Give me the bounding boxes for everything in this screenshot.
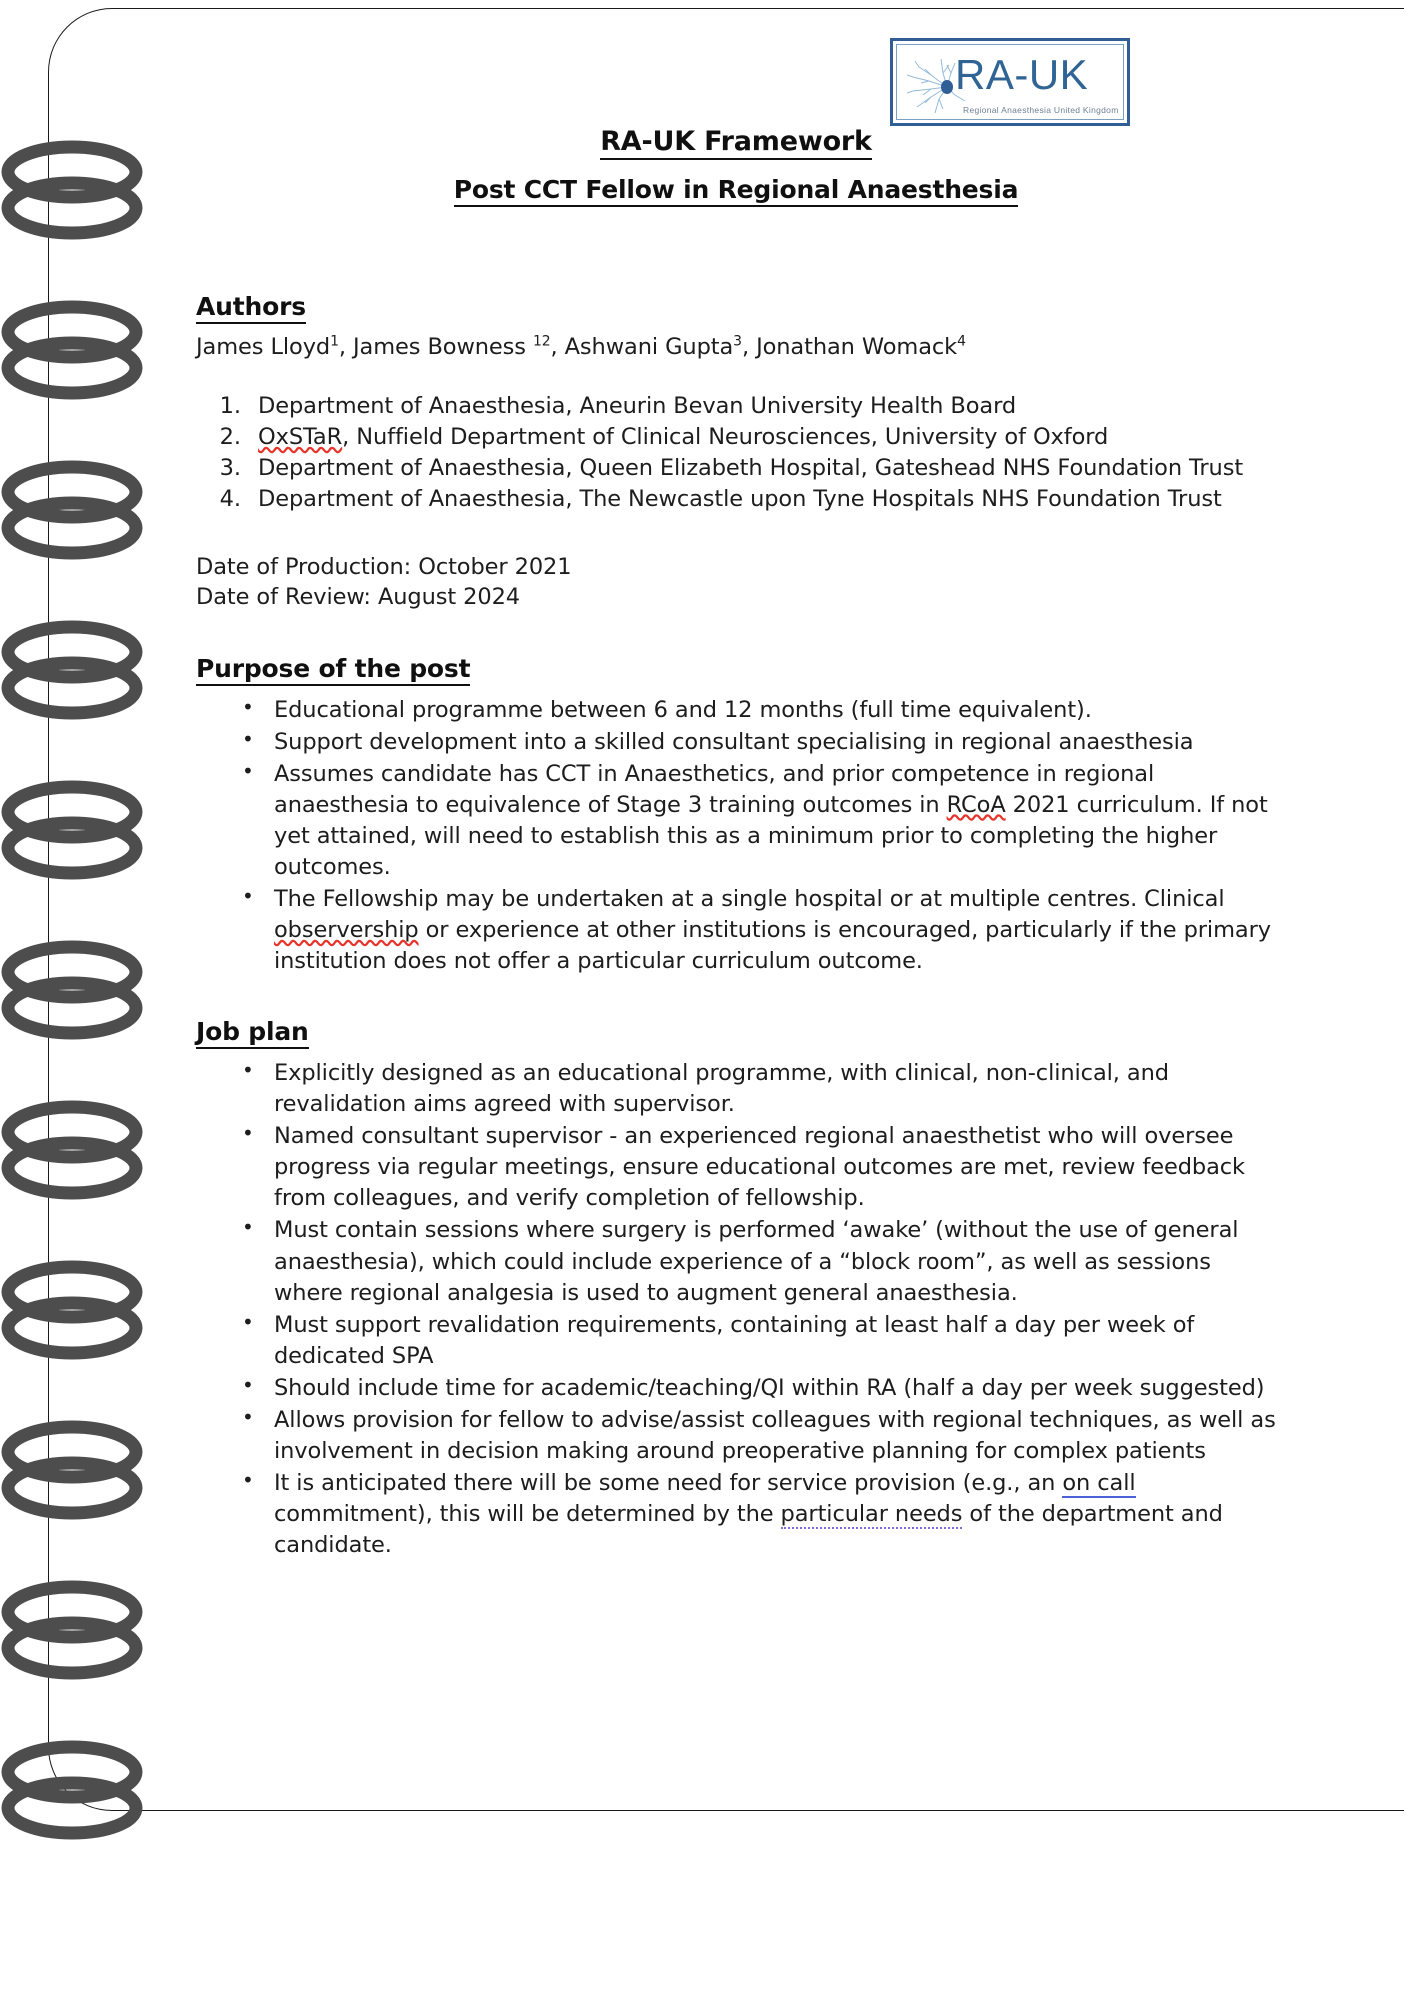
grammar-suggestion-particular-needs: particular needs [780,1500,963,1527]
list-item: • Must support revalidation requirements, containing at least half a day per week of dedicated SPA [272,1310,1276,1372]
list-item: 1. Department of Anaesthesia, Aneurin Bevan University Health Board [248,391,1276,422]
dates-block [196,552,1276,612]
list-item: • Support development into a skilled consultant specialising in regional anaesthesia [272,727,1276,758]
document-content [196,0,1276,1562]
list-item: 4. Department of Anaesthesia, The Newcastle upon Tyne Hospitals NHS Foundation Trust [248,484,1276,515]
author-name-3: Ashwani Gupta [564,334,734,360]
list-item [272,884,1276,977]
job-plan-bullet-list [196,1058,1276,1561]
author-sup-3: 3 [733,333,742,350]
author-sup-4: 4 [957,333,966,350]
date-of-production: Date of Production: October 2021 [196,553,572,580]
purpose-b4-after: or experience at other institutions is encouraged, particularly if the primary institution does not offer a particular curriculum outcome. [274,917,1271,975]
job-b7-middle: commitment), this will be determined by the [274,1500,781,1527]
section-heading-authors: Authors [196,292,1276,321]
purpose-b4-before: The Fellowship may be undertaken at a single hospital or at multiple centres. Clinical [274,886,1225,913]
spellcheck-error: observership [274,917,419,944]
date-of-review: Date of Review: August 2024 [196,583,521,610]
section-heading-job-plan: Job plan [196,1017,1276,1046]
list-item: • Must contain sessions where surgery is performed ‘awake’ (without the use of general anaesthesia), which could include experience of a “block room”, as well as sessions where regional analgesia is used to augment general anaesthesia. [272,1215,1276,1308]
list-item [272,759,1276,883]
list-item: • Allows provision for fellow to advise/assist colleagues with regional techniques, as well as involvement in decision making around preoperative planning for complex patients [272,1405,1276,1467]
job-b7-before: It is anticipated there will be some need for service provision (e.g., an [274,1469,1063,1496]
document-title: RA-UK Framework [196,0,1276,157]
authors-line: James Lloyd$^1$, James Bowness $^{12}$, Ashwani Gupta$^3$, Jonathan Womack$^4$ [196,333,966,360]
list-item: • Educational programme between 6 and 12 months (full time equivalent). [272,695,1276,726]
logo-wordmark: RA-UK [955,51,1089,98]
author-name-4: Jonathan Womack [756,334,958,360]
list-item [272,1468,1276,1561]
list-item: • Explicitly designed as an educational programme, with clinical, non-clinical, and revalidation aims agreed with supervisor. [272,1058,1276,1120]
section-heading-purpose: Purpose of the post [196,654,1276,683]
list-item: 3. Department of Anaesthesia, Queen Elizabeth Hospital, Gateshead NHS Foundation Trust [248,453,1276,484]
author-sup-2: 12 [532,333,551,350]
affiliation-2-rest: , Nuffield Department of Clinical Neurosciences, University of Oxford [342,424,1109,451]
affiliations-list [196,391,1276,515]
list-item [248,422,1276,453]
document-subtitle: Post CCT Fellow in Regional Anaesthesia [196,175,1276,204]
spellcheck-error: RCoA [946,791,1006,818]
job-b7-after: of the department and candidate. [274,1500,1223,1558]
purpose-b3-after: 2021 curriculum. If not yet attained, will need to establish this as a minimum prior to completing the higher outcomes. [274,791,1268,881]
logo-subtitle: Regional Anaesthesia United Kingdom [963,105,1119,115]
list-item: • Should include time for academic/teaching/QI within RA (half a day per week suggested) [272,1373,1276,1404]
purpose-b3-before: Assumes candidate has CCT in Anaesthetics, and prior competence in regional anaesthesia to equivalence of Stage 3 training outcomes in [274,760,1155,818]
author-name-1: James Lloyd [196,334,331,360]
purpose-bullet-list [196,695,1276,977]
list-item: • Named consultant supervisor - an experienced regional anaesthetist who will oversee progress via regular meetings, ensure educational outcomes are met, review feedback from colleagues, and verify completion of fellowship. [272,1121,1276,1214]
spellcheck-error: OxSTaR [258,424,343,451]
grammar-suggestion-on-call: on call [1062,1469,1136,1496]
author-sup-1: 1 [330,333,339,350]
author-name-2: James Bowness [353,334,526,360]
